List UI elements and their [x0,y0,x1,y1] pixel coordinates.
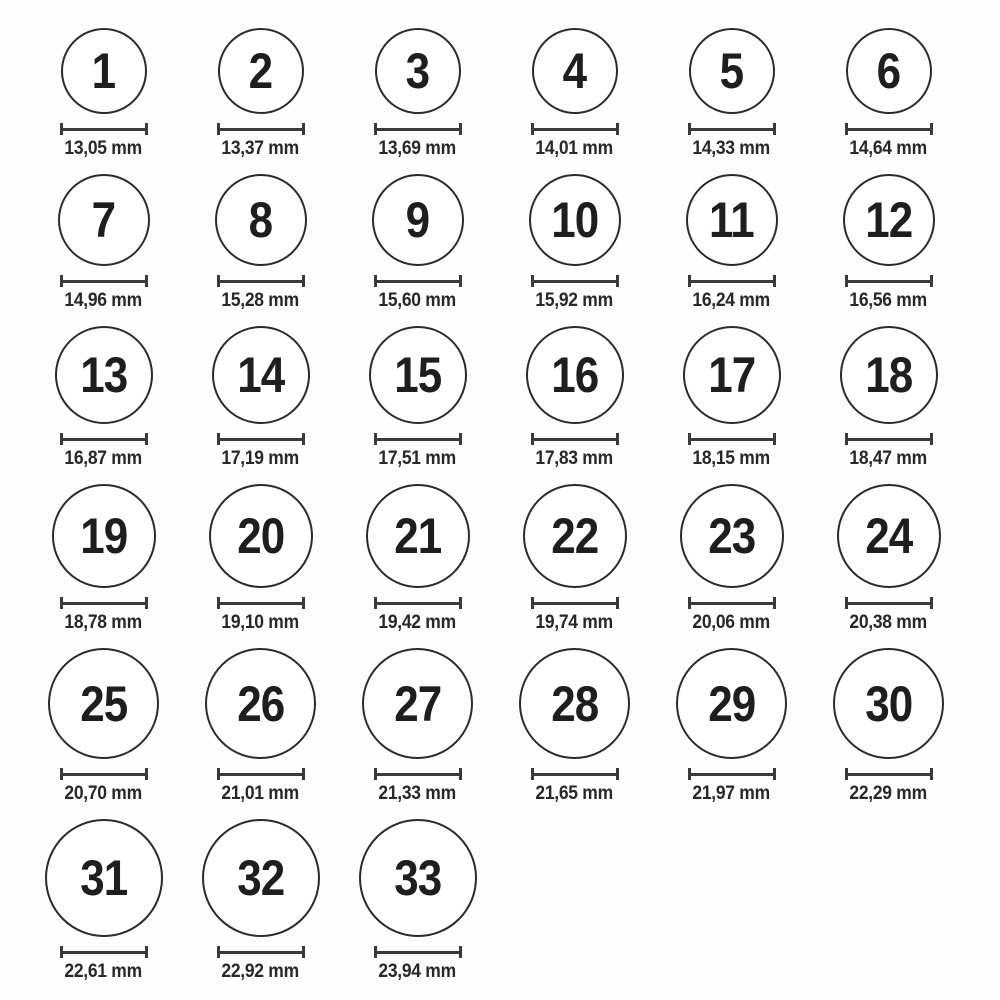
measure-tick-right [302,768,305,780]
ring-size-number: 4 [562,43,587,99]
diameter-measure-line [845,768,933,780]
measure-bar [531,773,619,776]
ring-size-cell [339,648,496,805]
measure-tick-left [60,597,63,609]
measure-tick-left [688,768,691,780]
diameter-label: 20,38 mm [849,612,928,633]
ring-size-circle [375,28,461,114]
ring-size-number: 28 [550,675,599,732]
measure-tick-left [374,123,377,135]
diameter-measure-line [217,123,305,135]
diameter-label: 21,01 mm [221,783,300,804]
ring-size-number: 9 [405,192,430,248]
diameter-measure-line [374,768,462,780]
ring-size-number: 32 [236,850,285,906]
measure-tick-right [930,123,933,135]
measure-tick-right [773,123,776,135]
ring-size-circle [202,819,320,937]
ring-size-circle [45,819,163,937]
measure-bar [374,951,462,954]
measure-tick-left [688,597,691,609]
ring-size-number: 8 [248,192,273,248]
measure-tick-left [845,433,848,445]
ring-size-circle [61,28,147,114]
ring-size-circle [683,326,781,424]
ring-size-number: 10 [550,192,599,248]
measure-tick-right [302,946,305,958]
measure-tick-right [930,597,933,609]
diameter-measure-line [688,275,776,287]
measure-tick-right [773,597,776,609]
ring-size-cell [653,484,810,634]
ring-size-circle [833,648,944,759]
diameter-label: 14,33 mm [692,138,771,159]
ring-size-row [25,648,1000,805]
ring-size-cell [496,648,653,805]
measure-tick-left [688,275,691,287]
measure-bar [688,128,776,131]
measure-tick-left [531,275,534,287]
ring-size-cell [810,648,967,805]
measure-bar [60,602,148,605]
ring-size-circle [680,484,784,588]
measure-tick-right [616,123,619,135]
diameter-label: 22,61 mm [64,961,143,982]
ring-size-circle [686,174,778,266]
ring-size-number: 2 [248,43,273,99]
ring-size-cell [653,648,810,805]
ring-size-circle [519,648,630,759]
diameter-label: 19,42 mm [378,612,457,633]
diameter-measure-line [688,123,776,135]
ring-size-number: 15 [393,347,442,403]
measure-tick-right [145,433,148,445]
diameter-measure-line [374,433,462,445]
diameter-label: 13,37 mm [221,138,300,159]
ring-size-cell [496,326,653,470]
measure-bar [374,602,462,605]
ring-size-cell [810,28,967,160]
ring-size-cell [496,28,653,160]
diameter-measure-line [217,275,305,287]
diameter-label: 13,69 mm [378,138,457,159]
ring-size-circle [362,648,473,759]
diameter-measure-line [217,433,305,445]
measure-bar [60,438,148,441]
measure-tick-right [616,768,619,780]
diameter-label: 23,94 mm [378,961,457,982]
measure-tick-right [930,433,933,445]
measure-tick-right [459,768,462,780]
ring-size-number: 20 [236,508,285,564]
measure-tick-left [531,768,534,780]
measure-bar [845,438,933,441]
measure-bar [60,951,148,954]
ring-size-cell [182,648,339,805]
ring-size-cell [810,326,967,470]
ring-size-number: 3 [405,43,430,99]
measure-tick-right [616,597,619,609]
ring-size-circle [48,648,159,759]
diameter-measure-line [60,275,148,287]
ring-size-number: 7 [91,192,116,248]
ring-size-circle [676,648,787,759]
diameter-label: 18,15 mm [692,448,771,469]
measure-tick-left [60,768,63,780]
measure-tick-right [773,433,776,445]
diameter-measure-line [374,597,462,609]
measure-bar [531,438,619,441]
measure-tick-left [217,946,220,958]
measure-tick-left [374,597,377,609]
ring-size-row [25,28,1000,160]
measure-tick-left [217,433,220,445]
ring-size-circle [689,28,775,114]
ring-size-cell [25,819,182,983]
measure-bar [374,128,462,131]
diameter-label: 16,56 mm [849,290,928,311]
ring-size-cell [653,326,810,470]
ring-size-cell [25,484,182,634]
ring-size-cell [496,484,653,634]
diameter-label: 21,97 mm [692,783,771,804]
ring-size-number: 13 [79,347,128,403]
diameter-label: 15,60 mm [378,290,457,311]
measure-bar [217,128,305,131]
ring-size-circle [526,326,624,424]
diameter-label: 17,19 mm [221,448,300,469]
measure-bar [845,128,933,131]
ring-size-circle [837,484,941,588]
measure-tick-right [145,768,148,780]
ring-size-number: 23 [707,508,756,564]
ring-size-number: 19 [79,508,128,564]
ring-size-cell [810,174,967,312]
ring-size-row [25,326,1000,470]
ring-size-circle [212,326,310,424]
ring-size-number: 14 [236,347,285,403]
measure-tick-right [930,768,933,780]
measure-tick-right [459,123,462,135]
ring-size-circle [215,174,307,266]
ring-size-number: 21 [393,508,442,564]
measure-tick-left [845,123,848,135]
diameter-measure-line [531,433,619,445]
measure-bar [374,280,462,283]
ring-size-number: 26 [236,675,285,732]
ring-size-circle [369,326,467,424]
diameter-measure-line [531,597,619,609]
ring-size-number: 17 [707,347,756,403]
diameter-measure-line [374,275,462,287]
measure-bar [688,602,776,605]
ring-size-number: 24 [864,508,913,564]
measure-bar [531,280,619,283]
measure-bar [60,280,148,283]
ring-size-number: 6 [876,43,901,99]
ring-size-number: 27 [393,675,442,732]
diameter-label: 21,65 mm [535,783,614,804]
ring-size-number: 16 [550,347,599,403]
diameter-measure-line [845,597,933,609]
diameter-measure-line [217,946,305,958]
diameter-label: 15,92 mm [535,290,614,311]
ring-size-number: 5 [719,43,744,99]
ring-size-circle [840,326,938,424]
ring-size-cell [25,326,182,470]
measure-tick-left [374,433,377,445]
measure-tick-left [374,275,377,287]
ring-size-cell [339,484,496,634]
diameter-label: 14,64 mm [849,138,928,159]
diameter-label: 15,28 mm [221,290,300,311]
diameter-measure-line [60,946,148,958]
ring-size-cell [25,174,182,312]
measure-tick-right [145,946,148,958]
diameter-label: 22,92 mm [221,961,300,982]
measure-bar [531,602,619,605]
ring-size-number: 31 [79,850,128,906]
measure-tick-left [374,768,377,780]
ring-size-circle [52,484,156,588]
measure-tick-left [845,597,848,609]
measure-bar [60,773,148,776]
ring-size-circle [366,484,470,588]
ring-size-cell [182,174,339,312]
ring-size-number: 29 [707,675,756,732]
measure-tick-right [302,597,305,609]
measure-bar [374,773,462,776]
ring-size-number: 25 [79,675,128,732]
measure-tick-right [930,275,933,287]
measure-bar [217,602,305,605]
measure-bar [217,773,305,776]
measure-tick-right [459,946,462,958]
ring-size-cell [25,648,182,805]
measure-tick-left [60,946,63,958]
diameter-label: 16,24 mm [692,290,771,311]
diameter-label: 13,05 mm [64,138,143,159]
measure-tick-right [459,597,462,609]
ring-size-number: 22 [550,508,599,564]
ring-size-cell [339,819,496,983]
ring-size-cell [182,28,339,160]
diameter-label: 17,51 mm [378,448,457,469]
diameter-label: 14,01 mm [535,138,614,159]
ring-size-circle [523,484,627,588]
measure-bar [217,951,305,954]
ring-size-cell [496,174,653,312]
diameter-label: 22,29 mm [849,783,928,804]
measure-tick-left [531,123,534,135]
diameter-measure-line [688,768,776,780]
ring-size-circle [846,28,932,114]
measure-bar [217,438,305,441]
measure-bar [845,773,933,776]
diameter-label: 20,70 mm [64,783,143,804]
diameter-measure-line [217,597,305,609]
diameter-measure-line [374,946,462,958]
diameter-measure-line [60,597,148,609]
diameter-measure-line [60,123,148,135]
ring-size-cell [653,28,810,160]
ring-size-number: 18 [864,347,913,403]
measure-tick-left [374,946,377,958]
measure-tick-right [459,433,462,445]
measure-tick-left [688,433,691,445]
ring-size-cell [182,326,339,470]
ring-size-circle [209,484,313,588]
diameter-measure-line [845,433,933,445]
measure-tick-left [845,768,848,780]
ring-size-row [25,819,1000,983]
measure-tick-right [616,275,619,287]
measure-bar [60,128,148,131]
measure-bar [217,280,305,283]
diameter-label: 18,78 mm [64,612,143,633]
ring-size-row [25,484,1000,634]
diameter-measure-line [845,123,933,135]
measure-tick-right [145,275,148,287]
diameter-label: 19,74 mm [535,612,614,633]
diameter-measure-line [531,123,619,135]
ring-size-cell [339,174,496,312]
ring-size-cell [810,484,967,634]
measure-tick-left [217,123,220,135]
measure-tick-right [302,433,305,445]
measure-tick-left [531,433,534,445]
measure-tick-left [60,123,63,135]
measure-bar [845,280,933,283]
measure-tick-right [773,768,776,780]
measure-tick-right [616,433,619,445]
measure-bar [845,602,933,605]
ring-size-cell [182,819,339,983]
diameter-label: 20,06 mm [692,612,771,633]
ring-size-cell [653,174,810,312]
ring-size-number: 1 [91,43,116,99]
diameter-measure-line [688,433,776,445]
ring-size-cell [25,28,182,160]
ring-size-circle [55,326,153,424]
measure-bar [374,438,462,441]
ring-size-circle [58,174,150,266]
measure-tick-right [145,123,148,135]
ring-size-cell [339,326,496,470]
measure-tick-right [302,123,305,135]
ring-size-circle [359,819,477,937]
measure-tick-right [773,275,776,287]
measure-bar [688,280,776,283]
measure-tick-left [217,768,220,780]
diameter-measure-line [217,768,305,780]
measure-tick-right [145,597,148,609]
diameter-label: 19,10 mm [221,612,300,633]
measure-tick-right [302,275,305,287]
ring-size-circle [218,28,304,114]
measure-tick-left [60,275,63,287]
diameter-measure-line [845,275,933,287]
ring-size-number: 12 [864,192,913,248]
ring-size-circle [532,28,618,114]
ring-size-number: 33 [393,850,442,906]
measure-tick-left [688,123,691,135]
measure-tick-left [531,597,534,609]
ring-size-circle [529,174,621,266]
diameter-measure-line [374,123,462,135]
measure-tick-left [217,275,220,287]
diameter-label: 21,33 mm [378,783,457,804]
ring-size-number: 30 [864,675,913,732]
diameter-measure-line [60,433,148,445]
measure-tick-left [217,597,220,609]
measure-bar [531,128,619,131]
measure-bar [688,438,776,441]
ring-size-row [25,174,1000,312]
diameter-measure-line [60,768,148,780]
measure-tick-right [459,275,462,287]
diameter-measure-line [531,275,619,287]
measure-tick-left [60,433,63,445]
ring-size-circle [205,648,316,759]
measure-tick-left [845,275,848,287]
diameter-label: 16,87 mm [64,448,143,469]
ring-size-circle [843,174,935,266]
ring-size-cell [182,484,339,634]
diameter-label: 17,83 mm [535,448,614,469]
ring-size-circle [372,174,464,266]
ring-size-cell [339,28,496,160]
diameter-measure-line [531,768,619,780]
diameter-label: 18,47 mm [849,448,928,469]
ring-size-number: 11 [709,192,754,248]
diameter-measure-line [688,597,776,609]
measure-bar [688,773,776,776]
diameter-label: 14,96 mm [64,290,143,311]
